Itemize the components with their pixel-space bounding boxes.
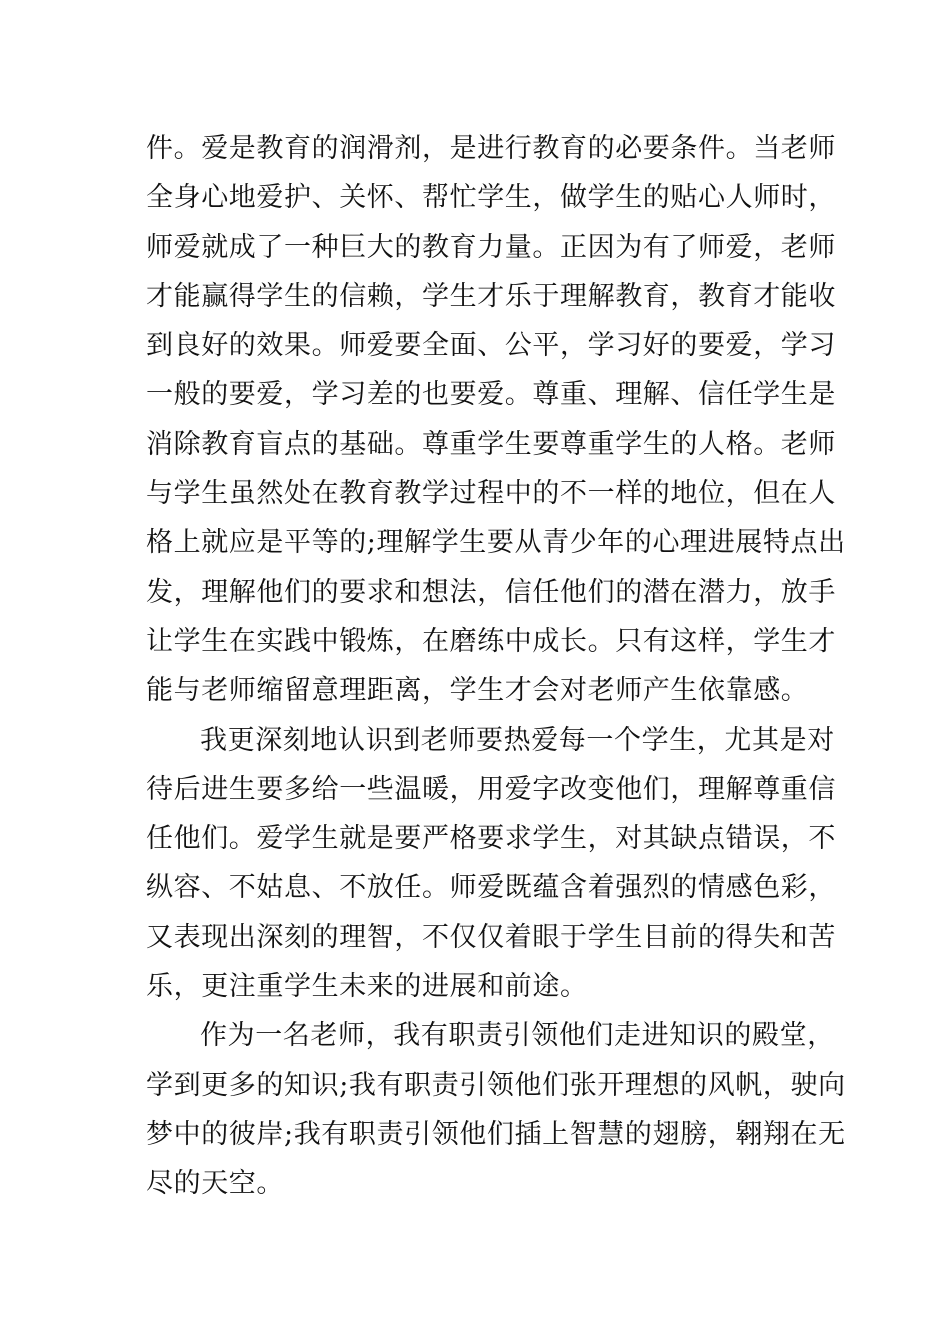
text-line: 学到更多的知识;我有职责引领他们张开理想的风帆，驶向 [146, 1069, 846, 1101]
text-line: 与学生虽然处在教育教学过程中的不一样的地位，但在人 [146, 478, 836, 510]
text-line: 师爱就成了一种巨大的教育力量。正因为有了师爱，老师 [146, 231, 836, 263]
document-body [146, 124, 846, 1209]
text-line: 才能赢得学生的信赖，学生才乐于理解教育，教育才能收 [146, 280, 836, 312]
text-line: 格上就应是平等的;理解学生要从青少年的心理进展特点出 [146, 527, 846, 559]
text-line: 让学生在实践中锻炼，在磨练中成长。只有这样，学生才 [146, 625, 836, 657]
text-line: 作为一名老师，我有职责引领他们走进知识的殿堂， [200, 1020, 835, 1052]
text-line: 全身心地爱护、关怀、帮忙学生，做学生的贴心人师时， [146, 182, 836, 214]
text-line: 纵容、不姑息、不放任。师爱既蕴含着强烈的情感色彩， [146, 872, 836, 904]
text-line: 发，理解他们的要求和想法，信任他们的潜在潜力，放手 [146, 576, 836, 608]
text-line: 任他们。爱学生就是要严格要求学生，对其缺点错误，不 [146, 823, 836, 855]
text-line: 消除教育盲点的基础。尊重学生要尊重学生的人格。老师 [146, 428, 836, 460]
text-line: 尽的天空。 [146, 1168, 284, 1200]
text-line: 件。爱是教育的润滑剂，是进行教育的必要条件。当老师 [146, 133, 836, 164]
paragraph [146, 124, 846, 716]
text-line: 到良好的效果。师爱要全面、公平，学习好的要爱，学习 [146, 330, 836, 362]
text-line: 待后进生要多给一些温暖，用爱字改变他们，理解尊重信 [146, 773, 836, 805]
text-line: 又表现出深刻的理智，不仅仅着眼于学生目前的得失和苦 [146, 921, 836, 953]
text-line: 一般的要爱，学习差的也要爱。尊重、理解、信任学生是 [146, 379, 836, 411]
paragraph [146, 716, 836, 1012]
text-line: 我更深刻地认识到老师要热爱每一个学生，尤其是对 [200, 724, 835, 756]
text-line: 乐，更注重学生未来的进展和前途。 [146, 971, 588, 1003]
text-line: 梦中的彼岸;我有职责引领他们插上智慧的翅膀，翱翔在无 [146, 1118, 846, 1150]
paragraph [146, 1011, 846, 1208]
text-line: 能与老师缩留意理距离，学生才会对老师产生依靠感。 [146, 675, 809, 707]
